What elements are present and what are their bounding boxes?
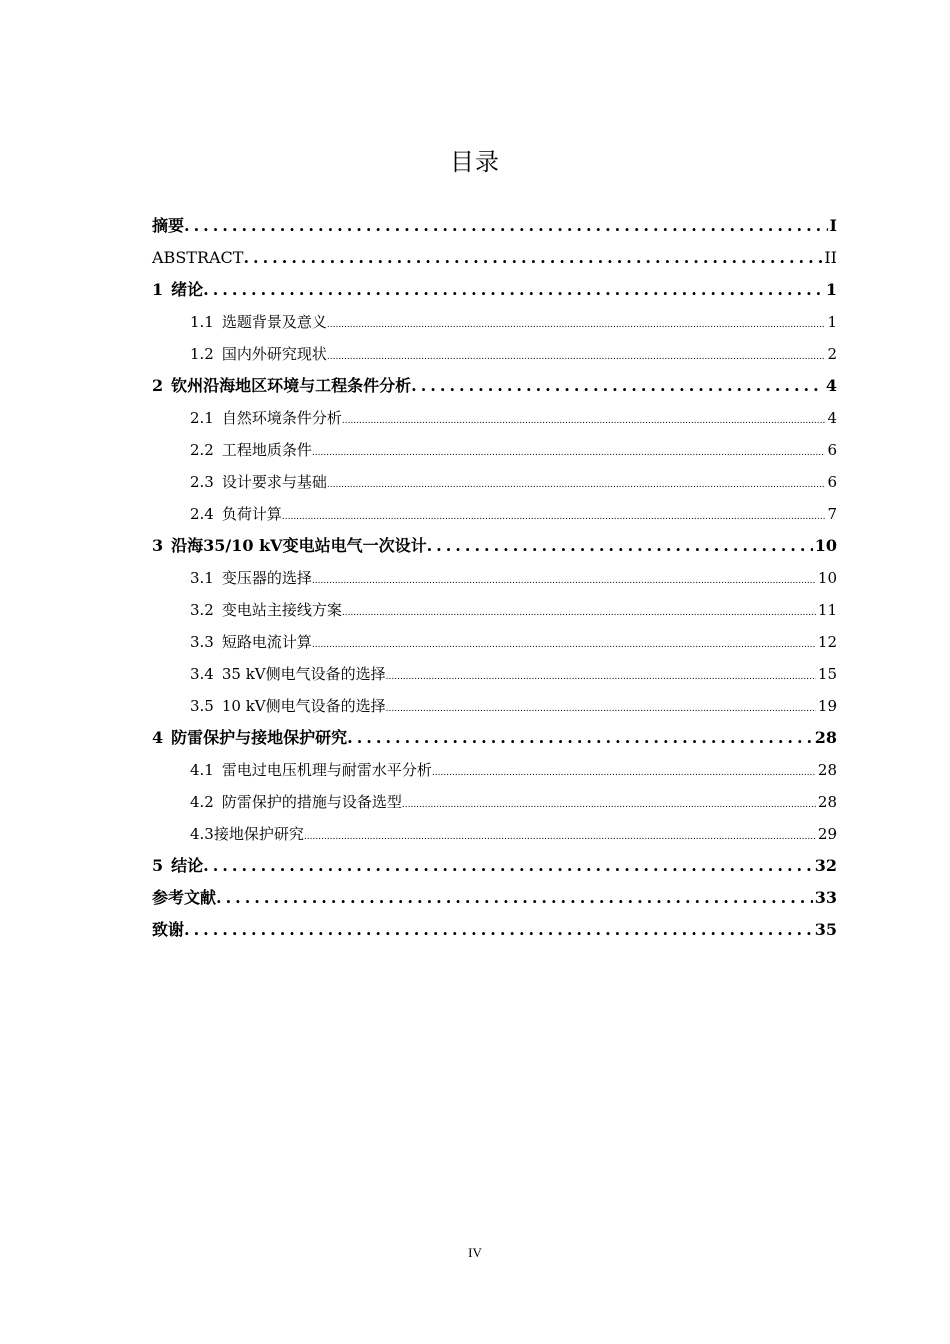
toc-entry-page: 10 bbox=[817, 569, 837, 587]
toc-entry-title: 变压器的选择 bbox=[221, 569, 312, 587]
toc-entry-title: 摘要 bbox=[152, 216, 185, 235]
toc-entry-title: 自然环境条件分析 bbox=[221, 409, 342, 427]
table-of-contents bbox=[152, 210, 837, 946]
dot-leader bbox=[402, 789, 816, 821]
toc-entry-page: 4 bbox=[827, 409, 837, 427]
toc-entry-section-1-2[interactable] bbox=[152, 338, 837, 370]
toc-entry-section-3-2[interactable] bbox=[152, 594, 837, 626]
toc-entry-title: 工程地质条件 bbox=[221, 441, 312, 459]
toc-entry-section-1-1[interactable] bbox=[152, 306, 837, 338]
toc-entry-page: 1 bbox=[827, 313, 837, 331]
toc-entry-chapter-3[interactable] bbox=[152, 530, 837, 562]
toc-entry-number: 3.5 bbox=[190, 697, 214, 715]
toc-entry-page: 4 bbox=[825, 376, 837, 395]
dot-leader bbox=[327, 469, 826, 501]
dot-leader bbox=[432, 757, 816, 789]
toc-entry-chapter-2[interactable] bbox=[152, 370, 837, 402]
toc-entry-number: 3 bbox=[152, 536, 164, 555]
toc-entry-title: 国内外研究现状 bbox=[221, 345, 327, 363]
toc-entry-page: II bbox=[824, 248, 837, 267]
toc-entry-page: 6 bbox=[827, 473, 837, 491]
toc-entry-references[interactable] bbox=[152, 882, 837, 914]
toc-entry-chapter-4[interactable] bbox=[152, 722, 837, 754]
toc-entry-page: 28 bbox=[817, 761, 837, 779]
toc-entry-title: 钦州沿海地区环境与工程条件分析 bbox=[171, 376, 412, 395]
toc-entry-number: 3.3 bbox=[190, 633, 214, 651]
dot-leader bbox=[184, 210, 828, 242]
toc-entry-section-2-4[interactable] bbox=[152, 498, 837, 530]
toc-entry-page: 10 bbox=[814, 536, 837, 555]
toc-entry-title: 变电站主接线方案 bbox=[221, 601, 342, 619]
toc-entry-section-4-1[interactable] bbox=[152, 754, 837, 786]
toc-entry-section-2-2[interactable] bbox=[152, 434, 837, 466]
dot-leader bbox=[427, 530, 813, 562]
toc-entry-chapter-1[interactable] bbox=[152, 274, 837, 306]
dot-leader bbox=[411, 370, 824, 402]
toc-entry-number: 1 bbox=[152, 280, 164, 299]
dot-leader bbox=[386, 661, 816, 693]
toc-entry-page: 1 bbox=[825, 280, 837, 299]
toc-entry-number: 4.3 bbox=[190, 825, 214, 843]
toc-entry-page: 28 bbox=[814, 728, 837, 747]
dot-leader bbox=[243, 242, 822, 274]
toc-entry-number: 3.1 bbox=[190, 569, 214, 587]
toc-entry-title: 负荷计算 bbox=[221, 505, 282, 523]
dot-leader bbox=[312, 629, 816, 661]
toc-entry-number: 2.2 bbox=[190, 441, 214, 459]
toc-entry-title: 沿海35/10 kV变电站电气一次设计 bbox=[171, 536, 427, 555]
toc-entry-page: 7 bbox=[827, 505, 837, 523]
toc-entry-page: 28 bbox=[817, 793, 837, 811]
dot-leader bbox=[342, 597, 816, 629]
toc-entry-title: 短路电流计算 bbox=[221, 633, 312, 651]
dot-leader bbox=[203, 274, 824, 306]
dot-leader bbox=[347, 722, 813, 754]
toc-entry-title: 致谢 bbox=[152, 920, 185, 939]
toc-entry-title: ABSTRACT bbox=[152, 248, 244, 267]
toc-entry-title: 选题背景及意义 bbox=[221, 313, 327, 331]
toc-entry-page: 29 bbox=[817, 825, 837, 843]
toc-entry-number: 5 bbox=[152, 856, 164, 875]
toc-entry-title: 结论 bbox=[171, 856, 204, 875]
toc-entry-section-3-3[interactable] bbox=[152, 626, 837, 658]
dot-leader bbox=[386, 693, 816, 725]
dot-leader bbox=[327, 341, 826, 373]
toc-entry-section-4-2[interactable] bbox=[152, 786, 837, 818]
toc-entry-abstract-en[interactable] bbox=[152, 242, 837, 274]
toc-entry-title: 35 kV侧电气设备的选择 bbox=[221, 665, 386, 683]
toc-entry-page: 6 bbox=[827, 441, 837, 459]
toc-entry-number: 2 bbox=[152, 376, 164, 395]
dot-leader bbox=[312, 565, 816, 597]
toc-entry-title: 雷电过电压机理与耐雷水平分析 bbox=[221, 761, 432, 779]
toc-entry-number: 2.4 bbox=[190, 505, 214, 523]
toc-entry-page: I bbox=[829, 216, 837, 235]
dot-leader bbox=[184, 914, 813, 946]
toc-entry-number: 1.1 bbox=[190, 313, 214, 331]
toc-entry-page: 32 bbox=[814, 856, 837, 875]
toc-entry-number: 4.2 bbox=[190, 793, 214, 811]
toc-entry-section-3-4[interactable] bbox=[152, 658, 837, 690]
toc-entry-number: 4.1 bbox=[190, 761, 214, 779]
toc-entry-title: 防雷保护的措施与设备选型 bbox=[221, 793, 402, 811]
toc-entry-number: 2.3 bbox=[190, 473, 214, 491]
toc-entry-section-2-1[interactable] bbox=[152, 402, 837, 434]
toc-entry-acknowledgements[interactable] bbox=[152, 914, 837, 946]
toc-entry-title: 绪论 bbox=[171, 280, 204, 299]
dot-leader bbox=[203, 850, 813, 882]
toc-entry-section-3-5[interactable] bbox=[152, 690, 837, 722]
toc-entry-page: 12 bbox=[817, 633, 837, 651]
toc-entry-number: 2.1 bbox=[190, 409, 214, 427]
page-title: 目录 bbox=[450, 148, 500, 176]
toc-entry-title: 接地保护研究 bbox=[213, 825, 304, 843]
dot-leader bbox=[342, 405, 826, 437]
dot-leader bbox=[304, 821, 816, 853]
toc-entry-number: 1.2 bbox=[190, 345, 214, 363]
dot-leader bbox=[216, 882, 813, 914]
toc-entry-section-3-1[interactable] bbox=[152, 562, 837, 594]
toc-entry-title: 参考文献 bbox=[152, 888, 217, 907]
toc-entry-page: 15 bbox=[817, 665, 837, 683]
dot-leader bbox=[327, 309, 826, 341]
toc-entry-abstract-cn[interactable] bbox=[152, 210, 837, 242]
toc-entry-number: 4 bbox=[152, 728, 164, 747]
toc-entry-page: 19 bbox=[817, 697, 837, 715]
toc-entry-page: 35 bbox=[814, 920, 837, 939]
toc-entry-title: 10 kV侧电气设备的选择 bbox=[221, 697, 386, 715]
toc-entry-chapter-5[interactable] bbox=[152, 850, 837, 882]
toc-entry-page: 11 bbox=[817, 601, 837, 619]
toc-entry-page: 33 bbox=[814, 888, 837, 907]
toc-entry-section-2-3[interactable] bbox=[152, 466, 837, 498]
toc-entry-number: 3.4 bbox=[190, 665, 214, 683]
dot-leader bbox=[312, 437, 826, 469]
toc-entry-title: 防雷保护与接地保护研究 bbox=[171, 728, 348, 747]
toc-entry-page: 2 bbox=[827, 345, 837, 363]
toc-entry-section-4-3[interactable] bbox=[152, 818, 837, 850]
toc-entry-number: 3.2 bbox=[190, 601, 214, 619]
dot-leader bbox=[282, 501, 826, 533]
page-number: IV bbox=[468, 1245, 482, 1260]
toc-entry-title: 设计要求与基础 bbox=[221, 473, 327, 491]
